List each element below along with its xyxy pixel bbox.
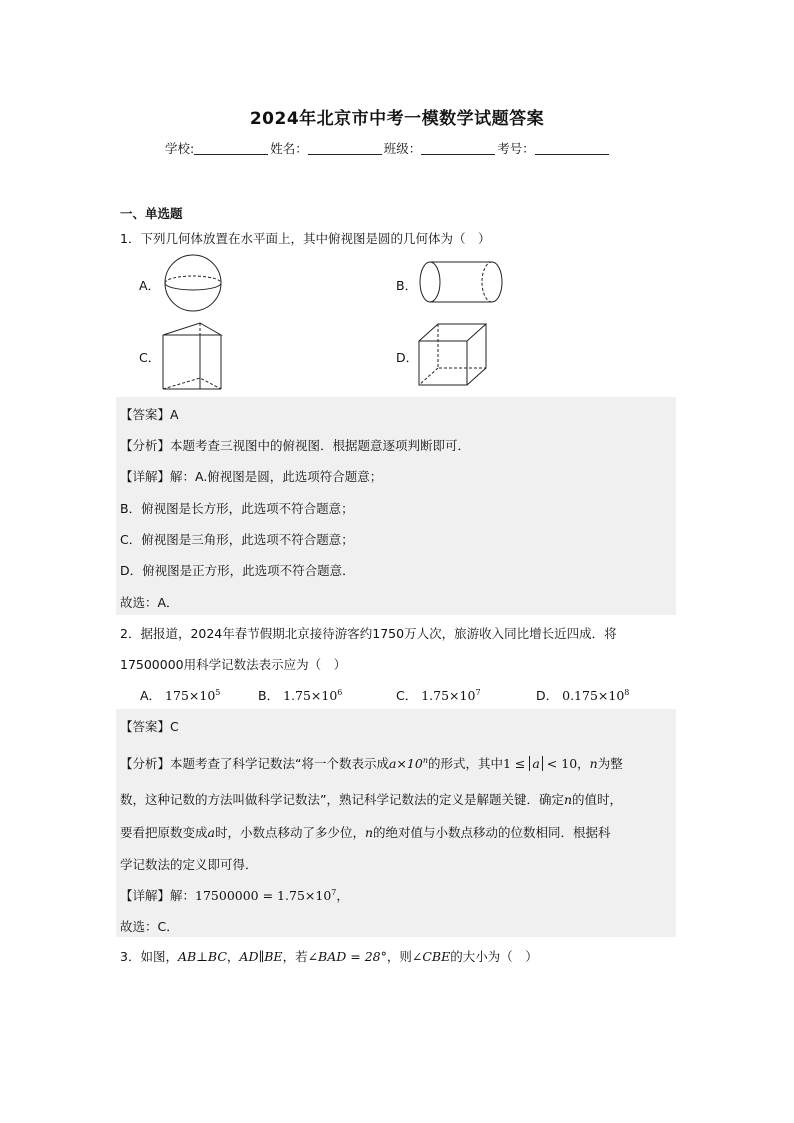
class-label: 班级： <box>383 141 422 156</box>
q2-option-b <box>258 686 342 704</box>
school-blank[interactable] <box>194 142 268 155</box>
q3-math-1: AB⊥BC <box>177 949 227 964</box>
q1-line-d: D．俯视图是正方形，此选项不符合题意． <box>120 563 355 578</box>
q1-choose: 故选：A． <box>120 595 179 610</box>
q3-math-3: ∠BAD = 28° <box>307 949 387 964</box>
q2-choose: 故选：C． <box>120 919 179 934</box>
q3-stem-text-a: 3．如图， <box>120 949 178 964</box>
number-label: 考号： <box>497 141 535 156</box>
q3-math-4: ∠CBE <box>411 949 451 964</box>
q2-analysis-line3 <box>120 823 611 841</box>
q2-detail-text-b: ， <box>336 888 349 903</box>
q2-answer: 【答案】C <box>120 719 179 734</box>
q3-sep-3: ，则 <box>386 949 412 964</box>
name-label: 姓名： <box>270 141 308 156</box>
q1-detail: 【详解】解：A.俯视图是圆，此选项符合题意； <box>120 469 383 484</box>
cube-figure <box>418 323 490 387</box>
q2-analysis-line4: 学记数法的定义即可得． <box>120 857 258 872</box>
q3-sep-1: ， <box>226 949 240 964</box>
student-info-line <box>165 139 611 157</box>
triangular-prism-figure <box>162 322 224 392</box>
page-title: 2024年北京市中考一模数学试题答案 <box>249 109 545 129</box>
q2-option-d-base: 0.175×10 <box>562 688 625 703</box>
q2-analysis1-exp: n <box>422 755 428 765</box>
q2-analysis3-text-c: 的绝对值与小数点移动的位数相同．根据科 <box>373 825 611 840</box>
q2-abs-value <box>529 756 542 771</box>
sphere-figure <box>163 253 223 313</box>
q3-stem-text-b: 的大小为（ ） <box>450 949 538 964</box>
class-blank[interactable] <box>421 142 495 155</box>
q1-option-d-label: D． <box>396 350 419 365</box>
section-heading: 一、单选题 <box>120 206 183 221</box>
q1-option-a-label: A． <box>139 278 161 293</box>
name-blank[interactable] <box>308 142 382 155</box>
q2-analysis2-text-a: 数，这种记数的方法叫做科学记数法”，熟记科学记数法的定义是解题关键．确定 <box>120 792 564 807</box>
q2-option-c <box>396 686 481 704</box>
q2-detail <box>120 886 349 904</box>
q2-analysis1-n: n <box>589 756 598 771</box>
q2-stem-line2: 17500000用科学记数法表示应为（ ） <box>120 657 347 672</box>
q1-analysis: 【分析】本题考查三视图中的俯视图．根据题意逐项判断即可． <box>120 438 471 453</box>
q2-ineq-right: < 10 <box>542 756 578 771</box>
q3-stem <box>120 947 538 965</box>
q2-option-a-exp: 5 <box>215 687 221 697</box>
q2-option-b-exp: 6 <box>337 687 343 697</box>
q2-analysis1-text-a: 【分析】本题考查了科学记数法“将一个数表示成 <box>120 756 389 771</box>
q2-option-c-exp: 7 <box>475 687 481 697</box>
q3-sep-2: ，若 <box>282 949 308 964</box>
q2-analysis-line2 <box>120 790 622 808</box>
q2-option-d <box>536 686 629 704</box>
q1-option-b-label: B． <box>396 278 418 293</box>
school-label: 学校: <box>165 141 195 156</box>
q2-option-a <box>140 686 220 704</box>
q2-stem-line1: 2．据报道，2024年春节假期北京接待游客约1750万人次，旅游收入同比增长近四成．将 <box>120 626 617 641</box>
q2-analysis1-text-b: 的形式，其中 <box>427 756 503 771</box>
q1-stem: 1．下列几何体放置在水平面上，其中俯视图是圆的几何体为（ ） <box>120 231 491 246</box>
number-blank[interactable] <box>535 142 609 155</box>
q2-detail-exp: 7 <box>331 887 337 897</box>
q2-analysis3-text-b: 时，小数点移动了多少位， <box>214 825 365 840</box>
q1-option-c-label: C． <box>139 350 161 365</box>
q2-analysis3-var: a <box>207 825 215 840</box>
q2-ineq-left: 1 ≤ <box>503 756 530 771</box>
q2-option-c-label: C． <box>396 688 418 703</box>
q2-option-a-label: A． <box>140 688 162 703</box>
q2-detail-equation: 17500000 = 1.75×10 <box>195 888 332 903</box>
q2-ineq-var: a <box>532 756 540 771</box>
q2-option-d-exp: 8 <box>624 687 630 697</box>
q2-option-b-base: 1.75×10 <box>283 688 338 703</box>
q2-analysis2-text-b: 的值时， <box>572 792 623 807</box>
q2-option-a-base: 175×10 <box>165 688 216 703</box>
q2-option-d-label: D． <box>536 688 559 703</box>
q2-analysis1-math: a×10 <box>388 756 423 771</box>
q2-analysis3-text-a: 要看把原数变成 <box>120 825 208 840</box>
q1-line-c: C．俯视图是三角形，此选项不符合题意； <box>120 532 354 547</box>
q2-analysis-line1 <box>120 754 623 772</box>
q2-detail-text-a: 【详解】解： <box>120 888 196 903</box>
q1-line-b: B．俯视图是长方形，此选项不符合题意； <box>120 501 354 516</box>
q2-analysis1-text-c: ， <box>577 756 590 771</box>
q3-math-2: AD∥BE <box>239 949 283 964</box>
q2-analysis2-n: n <box>563 792 573 807</box>
q2-analysis3-n: n <box>364 825 374 840</box>
q1-answer: 【答案】A <box>120 407 179 422</box>
q2-analysis1-text-d: 为整 <box>597 756 623 771</box>
cylinder-figure <box>418 261 508 305</box>
q2-option-b-label: B． <box>258 688 280 703</box>
q2-option-c-base: 1.75×10 <box>421 688 476 703</box>
